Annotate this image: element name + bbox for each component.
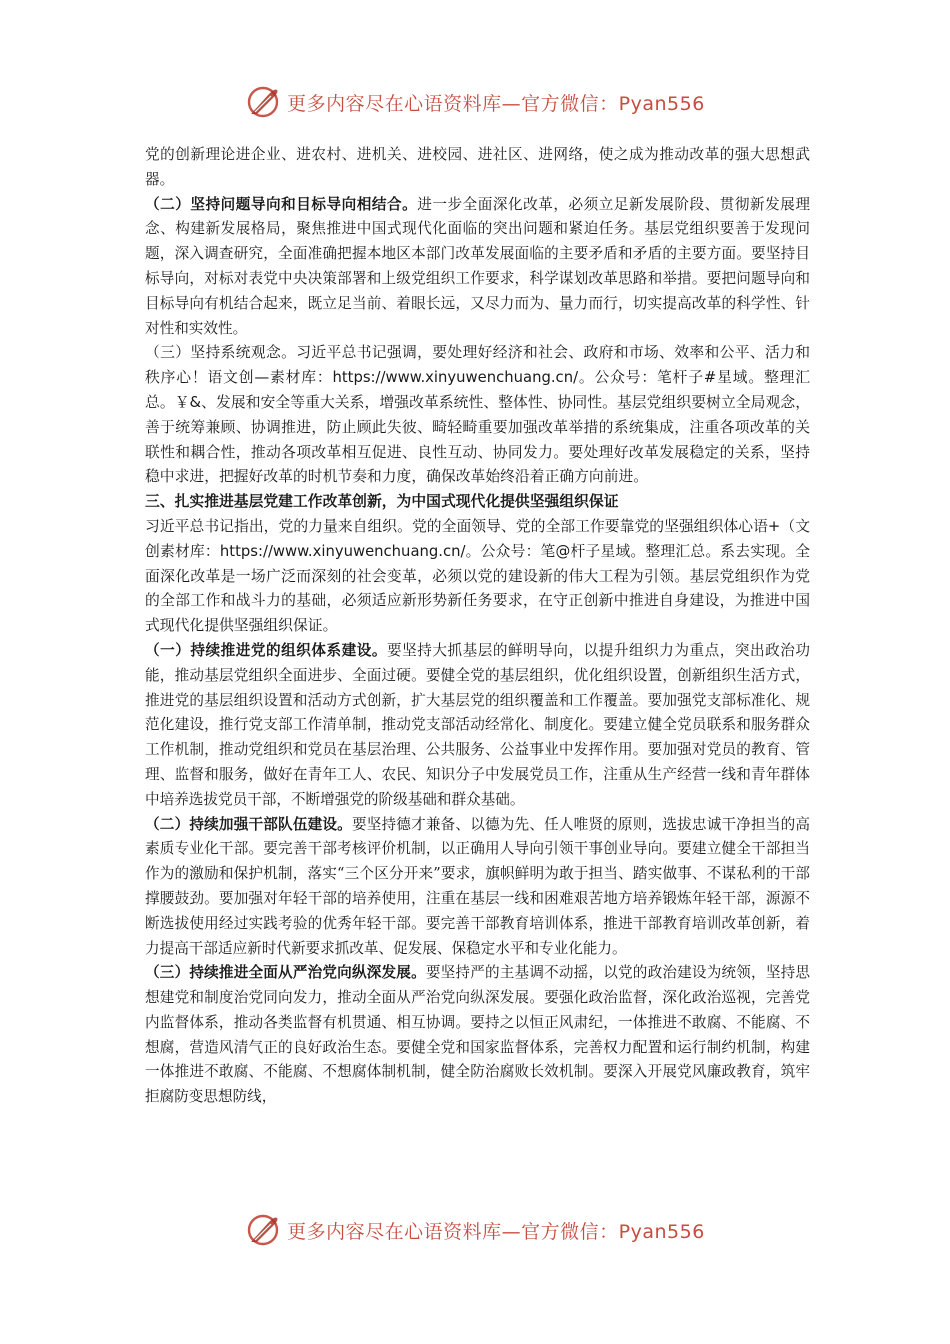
paragraph-2 <box>145 193 810 342</box>
paragraph-7 <box>145 961 810 1110</box>
paragraph-6-body: 要坚持德才兼备、以德为先、任人唯贤的原则，选拔忠诚干净担当的高素质专业化干部。要完善干部考核评价机制，以正确用人导向引领干事创业导向。要建立健全干部担当作为的激励和保护机制，落实“三个区分开来”要求，旗帜鲜明为敢于担当、踏实做事、不谋私利的干部撑腰鼓劲。要加强对年轻干部的培养使用，注重在基层一线和困难艰苦地方培养锻炼年轻干部，源源不断选拔使用经过实践考验的优秀年轻干部。要完善干部教育培训体系，推进干部教育培训改革创新，着力提高干部适应新时代新要求抓改革、促发展、保稳定水平和专业化能力。 <box>145 815 810 957</box>
section-heading-3: 三、扎实推进基层党建工作改革创新，为中国式现代化提供坚强组织保证 <box>145 493 619 511</box>
paragraph-5-heading: （一）持续推进党的组织体系建设。 <box>145 641 388 659</box>
quill-logo-icon <box>245 84 281 120</box>
watermark-text: 更多内容尽在心语资料库—官方微信：Pyan556 <box>287 1220 705 1243</box>
document-body <box>145 143 810 1110</box>
paragraph-1: 党的创新理论进企业、进农村、进机关、进校园、进社区、进网络，使之成为推动改革的强大思想武器。 <box>145 146 810 188</box>
paragraph-2-heading: （二）坚持问题导向和目标导向相结合。 <box>145 195 418 213</box>
watermark-text: 更多内容尽在心语资料库—官方微信：Pyan556 <box>287 92 705 115</box>
paragraph-7-heading: （三）持续推进全面从严治党向纵深发展。 <box>145 964 426 982</box>
paragraph-3: （三）坚持系统观念。习近平总书记强调，要处理好经济和社会、政府和市场、效率和公平、活力和秩序心！语文创—素材库：https://www.xinyuwenchuang.cn/。公众号：笔杆子#星域。整理汇总。￥&、发展和安全等重大关系，增强改革系统性、整体性、协同性。基层党组织要树立全局观念，善于统筹兼顾、协调推进，防止顾此失彼、畸轻畸重要加强改革举措的系统集成，注重各项改革的关联性和耦合性，推动各项改革相互促进、良性互动、协同发力。要处理好改革发展稳定的关系，坚持稳中求进，把握好改革的时机节奏和力度，确保改革始终沿着正确方向前进。 <box>145 344 810 486</box>
paragraph-5-body: 要坚持大抓基层的鲜明导向，以提升组织力为重点，突出政治功能，推动基层党组织全面进步、全面过硬。要健全党的基层组织，优化组织设置，创新组织生活方式，推进党的基层组织设置和活动方式创新，扩大基层党的组织覆盖和工作覆盖。要加强党支部标准化、规范化建设，推行党支部工作清单制，推动党支部活动经常化、制度化。要建立健全党员联系和服务群众工作机制，推动党组织和党员在基层治理、公共服务、公益事业中发挥作用。要加强对党员的教育、管理、监督和服务，做好在青年工人、农民、知识分子中发展党员工作，注重从生产经营一线和青年群体中培养选拔党员干部，不断增强党的阶级基础和群众基础。 <box>145 641 810 808</box>
paragraph-7-body: 要坚持严的主基调不动摇，以党的政治建设为统领，坚持思想建党和制度治党同向发力，推动全面从严治党向纵深发展。要强化政治监督，深化政治巡视，完善党内监督体系，推动各类监督有机贯通、相互协调。要持之以恒正风肃纪，一体推进不敢腐、不能腐、不想腐，营造风清气正的良好政治生态。要健全党和国家监督体系，完善权力配置和运行制约机制，构建一体推进不敢腐、不能腐、不想腐体制机制，健全防治腐败长效机制。要深入开展党风廉政教育，筑牢拒腐防变思想防线， <box>145 964 810 1106</box>
top-watermark-banner <box>0 82 950 122</box>
paragraph-4: 习近平总书记指出，党的力量来自组织。党的全面领导、党的全部工作要靠党的坚强组织体心语+（文创素材库：https://www.xinyuwenchuang.cn/。公众号：笔@杆子星域。整理汇总。系去实现。全面深化改革是一场广泛而深刻的社会变革，必须以党的建设新的伟大工程为引领。基层党组织作为党的全部工作和战斗力的基础，必须适应新形势新任务要求，在守正创新中推进自身建设，为推进中国式现代化提供坚强组织保证。 <box>145 517 810 635</box>
paragraph-5 <box>145 639 810 813</box>
quill-logo-icon <box>245 1212 281 1248</box>
paragraph-6-heading: （二）持续加强干部队伍建设。 <box>145 815 352 833</box>
bottom-watermark-banner <box>0 1210 950 1250</box>
paragraph-2-body: 进一步全面深化改革，必须立足新发展阶段、贯彻新发展理念、构建新发展格局，聚焦推进中国式现代化面临的突出问题和紧迫任务。基层党组织要善于发现问题，深入调查研究，全面准确把握本地区本部门改革发展面临的主要矛盾和矛盾的主要方面。要坚持目标导向，对标对表党中央决策部署和上级党组织工作要求，科学谋划改革思路和举措。要把问题导向和目标导向有机结合起来，既立足当前、着眼长远，又尽力而为、量力而行，切实提高改革的科学性、针对性和实效性。 <box>145 195 810 337</box>
paragraph-6 <box>145 813 810 962</box>
